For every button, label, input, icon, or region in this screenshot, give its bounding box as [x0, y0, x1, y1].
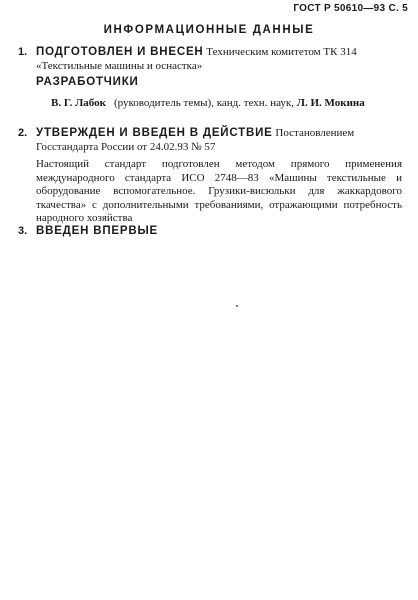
section-1 [18, 45, 400, 73]
section-text: Постановлением Госстандарта России от 24.02.93 № 57 [36, 127, 355, 153]
section-heading: ПОДГОТОВЛЕН И ВНЕСЕН [36, 46, 204, 58]
standard-reference: ГОСТ Р 50610—93 С. 5 [293, 3, 408, 14]
developer-role: (руководитель темы), канд. техн. наук, [113, 97, 295, 109]
section-heading: УТВЕРЖДЕН И ВВЕДЕН В ДЕЙСТВИЕ [36, 127, 273, 139]
scan-speck [236, 305, 238, 307]
section-2 [18, 126, 400, 154]
page-title: ИНФОРМАЦИОННЫЕ ДАННЫЕ [103, 24, 315, 36]
developers-list [51, 96, 401, 110]
section-heading: ВВЕДЕН ВПЕРВЫЕ [36, 225, 158, 237]
section-number: 2. [18, 127, 28, 139]
section-text: Техническим комитетом ТК 314 «Текстильные машины и оснастка» [36, 46, 357, 72]
section-3 [18, 224, 400, 238]
developers-heading: РАЗРАБОТЧИКИ [36, 76, 139, 88]
developer-name: Л. И. Мокина [296, 97, 365, 109]
standard-note: Настоящий стандарт подготовлен методом прямого применения международного стандарта ИСО 2748—83 «Машины текстильные и оборудование вспомогательное. Грузики-висюльки для жаккардового ткачества» с дополнительными требованиями, отражающими потребность народного хозяйства [36, 158, 402, 224]
developer-name: В. Г. Лабок [51, 97, 106, 109]
section-number: 1. [18, 46, 28, 58]
section-number: 3. [18, 225, 28, 237]
